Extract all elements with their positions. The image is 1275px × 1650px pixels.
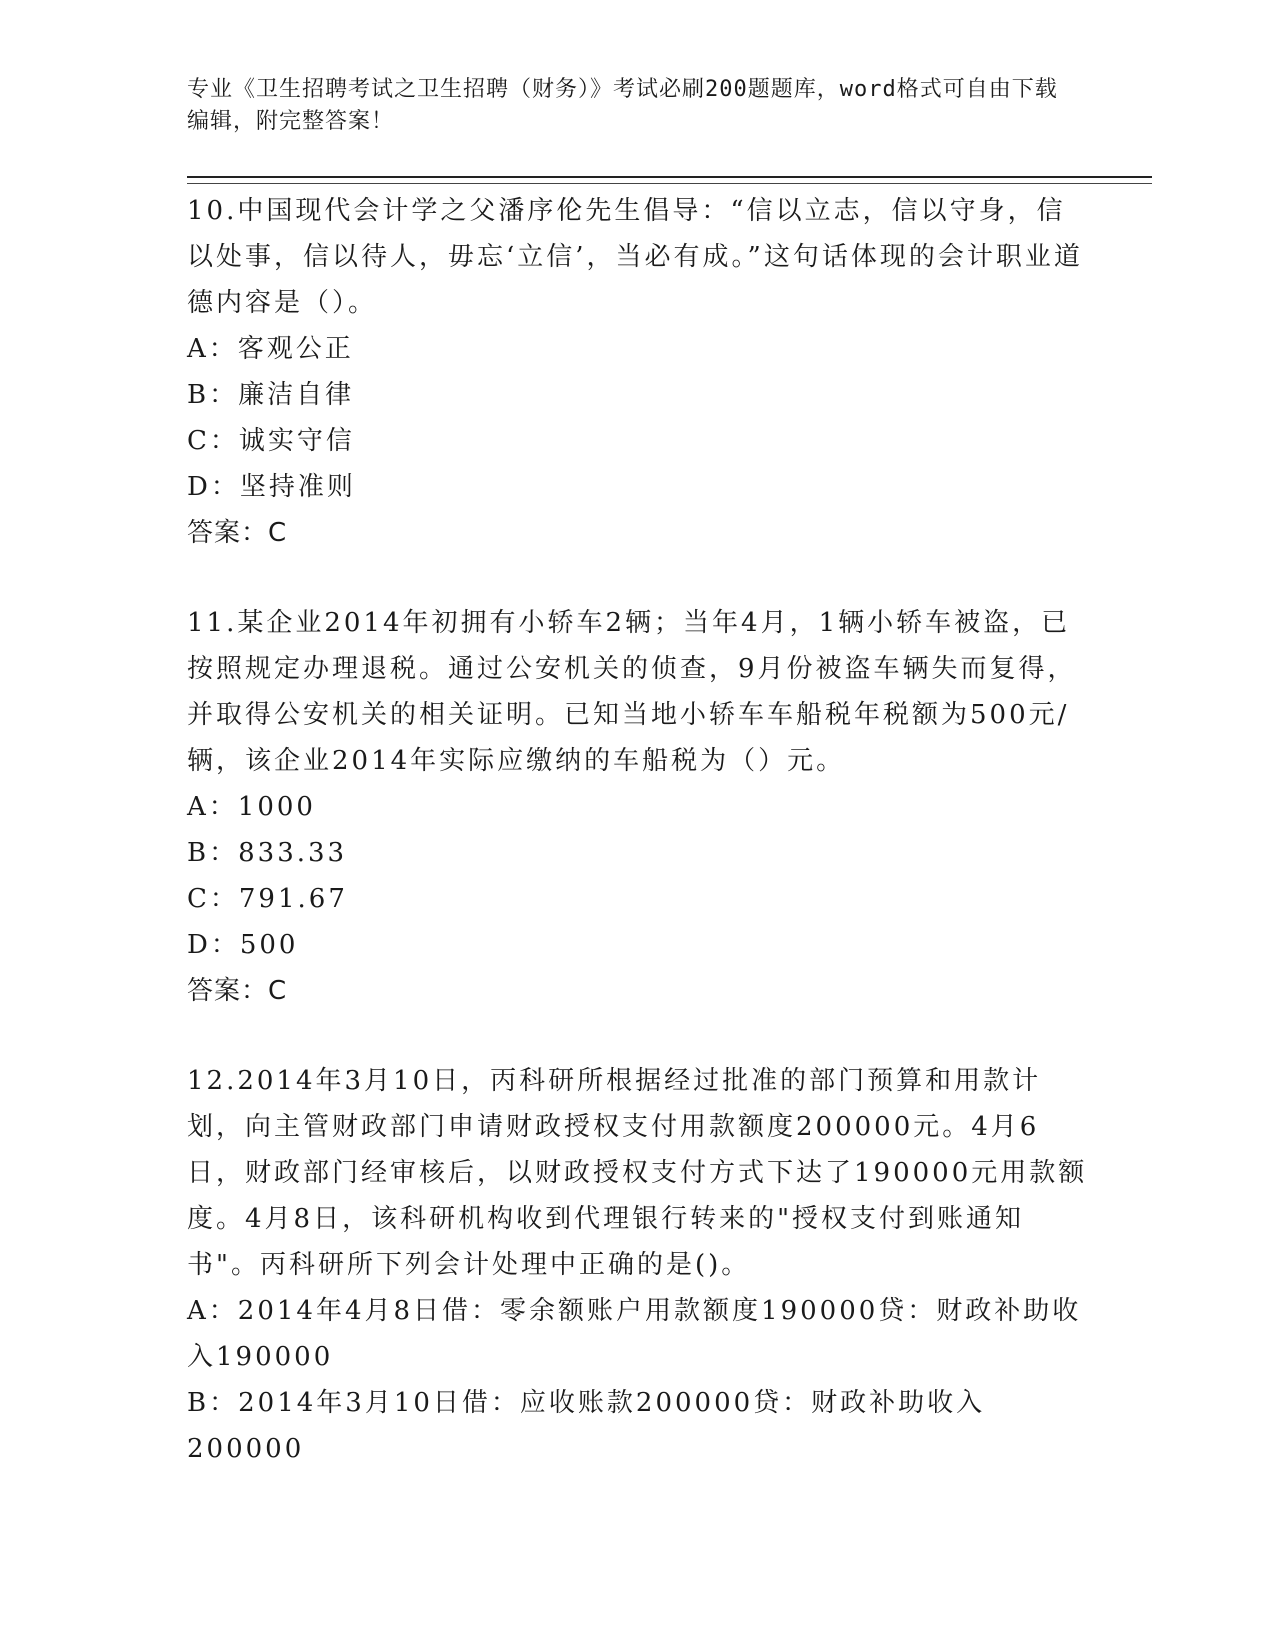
- option-b: B：2014年3月10日借：应收账款200000贷：财政补助收入200000: [187, 1388, 986, 1464]
- question-spacer: [187, 556, 1092, 600]
- answer-line: 答案：C: [187, 976, 288, 1006]
- option-d: D：坚持准则: [187, 472, 356, 502]
- header-divider-thick: [187, 176, 1152, 178]
- question-stem: 10.中国现代会计学之父潘序伦先生倡导：“信以立志，信以守身，信以处事，信以待人，毋忘‘立信’，当必有成。”这句话体现的会计职业道德内容是（）。: [187, 196, 1083, 318]
- question-spacer: [187, 1014, 1092, 1058]
- option-a: A：2014年4月8日借：零余额账户用款额度190000贷：财政补助收入190000: [187, 1296, 1082, 1372]
- question-12: [187, 1058, 1092, 1472]
- option-c: C：诚实守信: [187, 426, 355, 456]
- option-c: C：791.67: [187, 884, 348, 914]
- question-stem: 12.2014年3月10日，丙科研所根据经过批准的部门预算和用款计划，向主管财政部门申请财政授权支付用款额度200000元。4月6日，财政部门经审核后，以财政授权支付方式下达了190000元用款额度。4月8日，该科研机构收到代理银行转来的"授权支付到账通知书"。丙科研所下列会计处理中正确的是()。: [187, 1066, 1088, 1280]
- answer-line: 答案：C: [187, 518, 288, 548]
- question-list: [187, 188, 1092, 1472]
- question-11: [187, 600, 1092, 1014]
- option-a: A：1000: [187, 792, 316, 822]
- document-header: 专业《卫生招聘考试之卫生招聘（财务）》考试必刷200题题库，word格式可自由下载编辑，附完整答案！: [187, 77, 1058, 134]
- option-a: A：客观公正: [187, 334, 354, 364]
- option-b: B：833.33: [187, 838, 348, 868]
- option-d: D：500: [187, 930, 299, 960]
- question-stem: 11.某企业2014年初拥有小轿车2辆；当年4月，1辆小轿车被盗，已按照规定办理退税。通过公安机关的侦查，9月份被盗车辆失而复得，并取得公安机关的相关证明。已知当地小轿车车船税年税额为500元/辆，该企业2014年实际应缴纳的车船税为（）元。: [187, 608, 1077, 776]
- header-divider-thin: [187, 183, 1152, 184]
- option-b: B：廉洁自律: [187, 380, 355, 410]
- question-10: [187, 188, 1092, 556]
